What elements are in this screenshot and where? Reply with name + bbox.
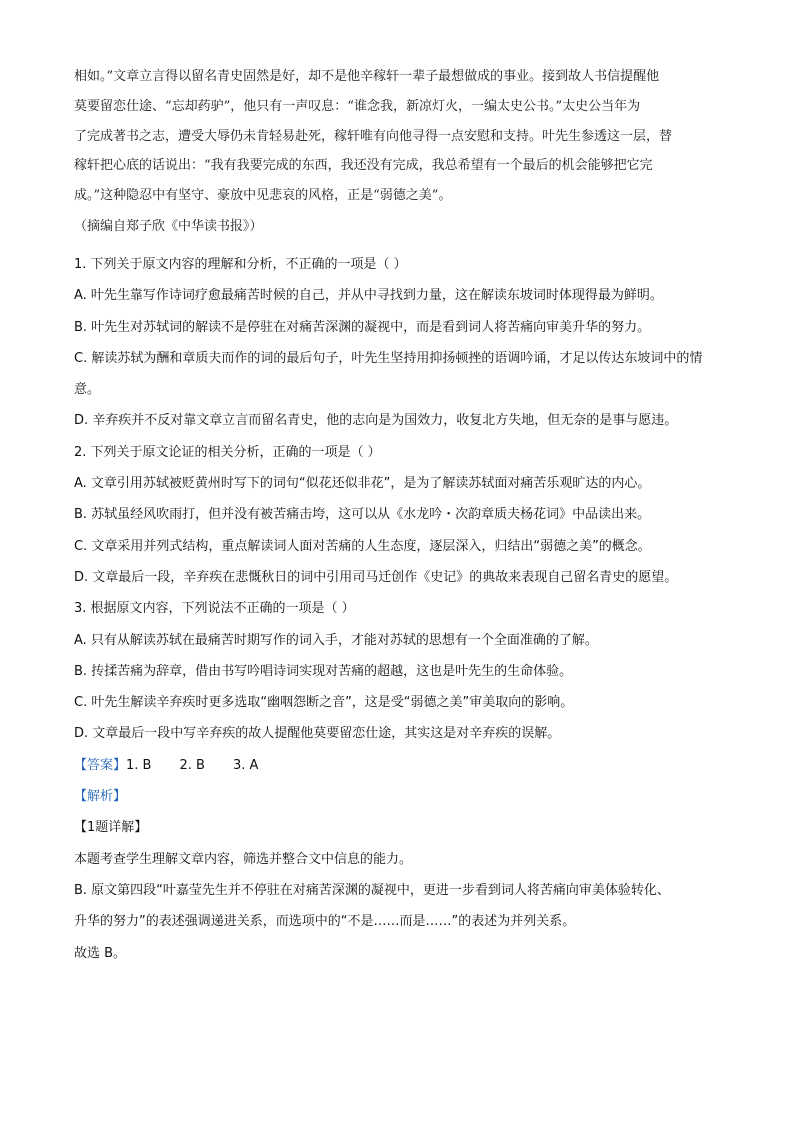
questions-section	[74, 249, 734, 969]
option-c: C. 叶先生解读辛弃疾时更多选取“幽咽怨断之音”，这是受“弱德之美”审美取向的影响。	[74, 695, 574, 711]
option-d: D. 文章最后一段中写辛弃疾的故人提醒他莫要留恋仕途，其实这是对辛弃疾的误解。	[74, 726, 561, 742]
passage-line: 了完成著书之志，遭受大辱仍未肯轻易赴死，稼轩唯有向他寻得一点安慰和支持。叶先生参透这一层，替	[74, 128, 673, 144]
question-stem: 2. 下列关于原文论证的相关分析，正确的一项是（ ）	[74, 444, 381, 460]
question-1	[74, 249, 734, 437]
answer-label: 【答案】	[74, 757, 127, 773]
question-2	[74, 437, 734, 593]
option-d: D. 文章最后一段，辛弃疾在悲慨秋日的词中引用司马迁创作《史记》的典故来表现自己留名青史的愿望。	[74, 569, 678, 585]
detail-heading: 【1题详解】	[74, 820, 148, 836]
passage-line: 相如。”文章立言得以留名青史固然是好，却不是他辛稼轩一辈子最想做成的事业。接到故人书信提醒他	[74, 69, 660, 84]
option-d: D. 辛弃疾并不反对靠文章立言而留名青史，他的志向是为国效力，收复北方失地，但无奈的是事与愿违。	[74, 413, 678, 429]
analysis-paragraph: B. 原文第四段“叶嘉莹先生并不停驻在对痛苦深渊的凝视中，更进一步看到词人将苦痛向审美体验转化、	[74, 882, 670, 898]
answer-value: 2. B	[179, 757, 205, 773]
option-b: B. 叶先生对苏轼词的解读不是停驻在对痛苦深渊的凝视中，而是看到词人将苦痛向审美升华的努力。	[74, 319, 651, 335]
analysis-conclusion: 故选 B。	[74, 945, 127, 961]
question-stem: 1. 下列关于原文内容的理解和分析，不正确的一项是（ ）	[74, 257, 407, 272]
question-3	[74, 593, 734, 749]
passage-excerpt	[74, 62, 728, 242]
passage-source: （摘编自郑子欣《中华读书报》）	[74, 218, 263, 234]
option-a: A. 叶先生靠写作诗词疗愈最痛苦时候的自己，并从中寻找到力量，这在解读东坡词时体现得最为鲜明。	[74, 288, 663, 304]
analysis-label: 【解析】	[74, 789, 127, 805]
analysis-paragraph: 本题考查学生理解文章内容，筛选并整合文中信息的能力。	[74, 851, 413, 867]
option-c: C. 解读苏轼为酬和章质夫而作的词的最后句子，叶先生坚持用抑扬顿挫的语调吟诵，才足以传达东坡词中的情意。	[74, 350, 703, 398]
option-b: B. 抟揉苦痛为辞章，借由书写吟唱诗词实现对苦痛的超越，这也是叶先生的生命体验。	[74, 663, 573, 679]
option-a: A. 只有从解读苏轼在最痛苦时期写作的词入手，才能对苏轼的思想有一个全面准确的了解。	[74, 632, 598, 648]
analysis-paragraph: 升华的努力”的表述强调递进关系，而选项中的“不是……而是……”的表述为并列关系。	[74, 914, 576, 930]
answer-value: 1. B	[126, 757, 152, 773]
passage-line: 成。”这种隐忍中有坚守、豪放中见悲哀的风格，正是“弱德之美”。	[74, 188, 452, 204]
option-c: C. 文章采用并列式结构，重点解读词人面对苦痛的人生态度，逐层深入，归结出“弱德之美”的概念。	[74, 538, 651, 554]
passage-line: 莫要留恋仕途、“忘却药驴”，他只有一声叹息：“谁念我，新凉灯火，一编太史公书。”太史公当年为	[74, 98, 641, 114]
answer-value: 3. A	[232, 757, 259, 773]
option-b: B. 苏轼虽经风吹雨打，但并没有被苦痛击垮，这可以从《水龙吟・次韵章质夫杨花词》中品读出来。	[74, 507, 651, 523]
option-a: A. 文章引用苏轼被贬黄州时写下的词句“似花还似非花”，是为了解读苏轼面对痛苦乐观旷达的内心。	[74, 476, 651, 492]
question-stem: 3. 根据原文内容，下列说法不正确的一项是（ ）	[74, 601, 355, 617]
passage-line: 稼轩把心底的话说出：“我有我要完成的东西，我还没有完成，我总希望有一个最后的机会能够把它完	[74, 158, 653, 174]
answer-row	[74, 750, 734, 781]
